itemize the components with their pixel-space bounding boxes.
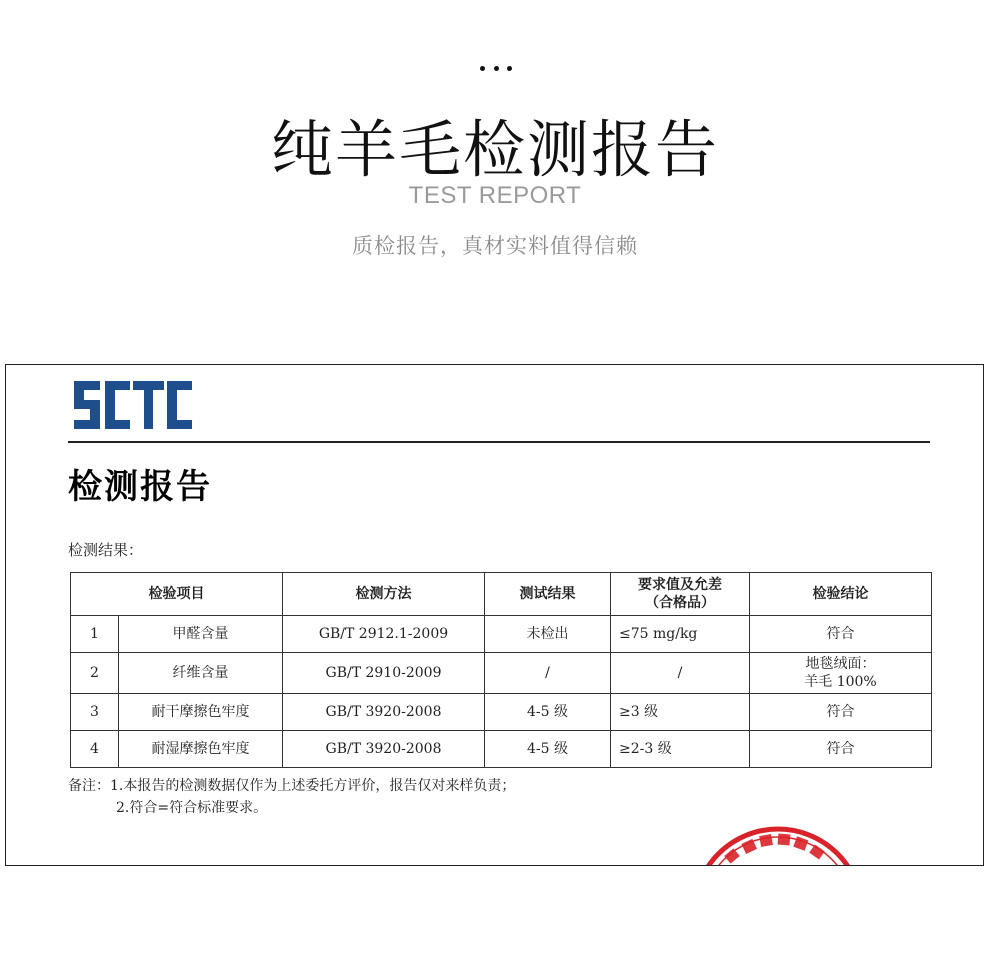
col-header-requirement-line2: （合格品） [645,595,715,611]
test-item: 耐湿摩擦色牢度 [119,731,283,768]
sctc-logo [72,379,194,431]
test-result: 4-5 级 [485,731,611,768]
header-divider [68,441,930,443]
table-row [71,653,932,694]
conclusion [750,653,932,694]
conclusion-line1: 地毯绒面： [805,656,876,672]
page-subtitle-en: TEST REPORT [408,182,582,209]
requirement: ≤75 mg/kg [611,616,750,653]
test-item: 纤维含量 [119,653,283,694]
requirement: ≥3 级 [611,694,750,731]
test-method: GB/T 2912.1-2009 [283,616,485,653]
requirement: ≥2-3 级 [611,731,750,768]
test-method: GB/T 3920-2008 [283,694,485,731]
test-result: 4-5 级 [485,694,611,731]
row-number: 1 [71,616,119,653]
col-header-requirement-line1: 要求值及允差 [638,577,722,593]
page-title: 纯羊毛检测报告 [270,113,719,186]
conclusion: 符合 [750,694,932,731]
test-item: 甲醛含量 [119,616,283,653]
col-header-method: 检测方法 [283,573,485,616]
test-result: 未检出 [485,616,611,653]
col-header-item: 检验项目 [71,573,283,616]
row-number: 2 [71,653,119,694]
test-report-document [5,364,984,866]
ellipsis-icon [480,66,512,72]
conclusion: 符合 [750,616,932,653]
col-header-result: 测试结果 [485,573,611,616]
col-header-conclusion: 检验结论 [750,573,932,616]
test-result: / [485,653,611,694]
page-tagline: 质检报告，真材实料值得信赖 [352,234,638,258]
table-row [71,616,932,653]
row-number: 3 [71,694,119,731]
table-header-row [71,573,932,616]
results-table [70,572,932,768]
row-number: 4 [71,731,119,768]
table-row [71,731,932,768]
test-method: GB/T 3920-2008 [283,731,485,768]
note-line-2: 2.符合=符合标准要求。 [116,800,268,816]
conclusion: 符合 [750,731,932,768]
results-label: 检测结果： [68,541,144,559]
report-title: 检测报告 [68,467,212,507]
col-header-requirement [611,573,750,616]
report-notes [68,775,515,819]
note-line-1: 备注：1.本报告的检测数据仅作为上述委托方评价，报告仅对来样负责； [68,778,516,794]
table-row [71,694,932,731]
test-item: 耐干摩擦色牢度 [119,694,283,731]
test-method: GB/T 2910-2009 [283,653,485,694]
official-seal-stamp [688,821,868,866]
conclusion-line2: 羊毛 100% [804,674,877,690]
requirement: / [611,653,750,694]
